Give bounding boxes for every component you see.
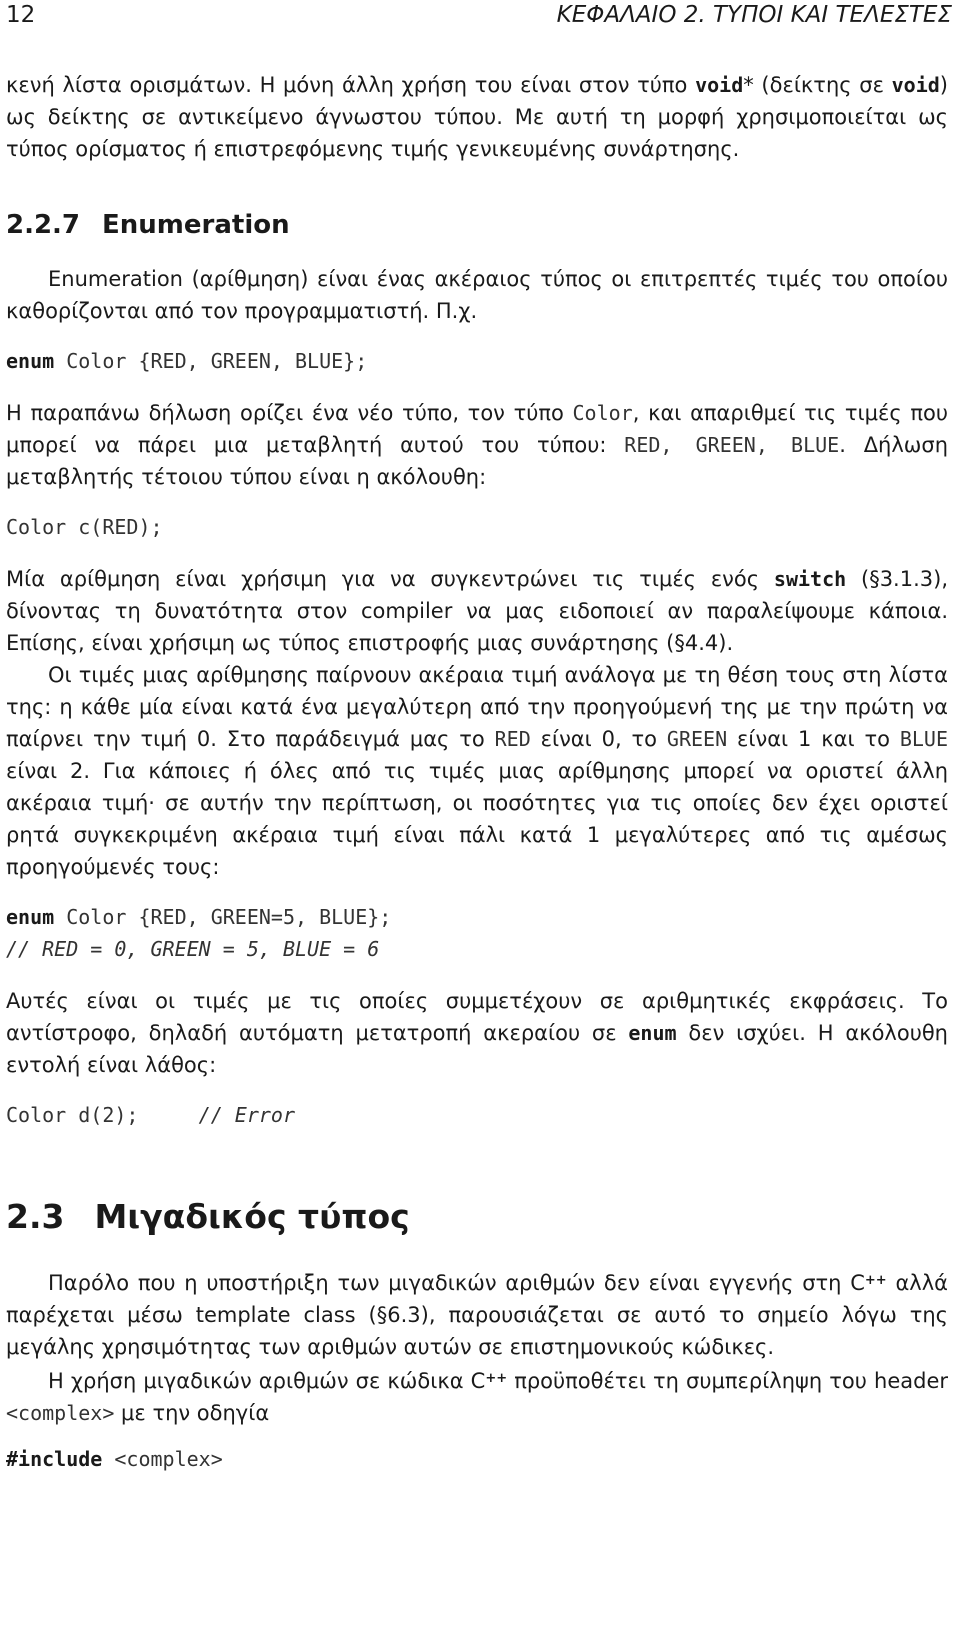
text: κενή λίστα ορισμάτων. Η μόνη άλλη χρήση του είναι στον τύπο	[6, 73, 696, 97]
cross-reference[interactable]: §6.3	[376, 1303, 421, 1327]
code-block	[6, 1099, 948, 1131]
inline-code-switch: switch	[773, 567, 847, 591]
code-void: void	[891, 73, 940, 97]
section-heading-2-3	[6, 1195, 948, 1239]
text: αλλά παρέχεται μέσω template class (	[6, 1271, 949, 1327]
text: ), παρουσιάζεται σε αυτό το σημείο λόγω της μεγάλης χρησιμότητας των αριθμών αυτών σε επιστημονικούς κώδικες.	[6, 1303, 949, 1359]
paragraph: Enumeration (αρίθμηση) είναι ένας ακέραιος τύπος οι επιτρεπτές τιμές του οποίου καθορίζονται από τον προγραμματιστή. Π.χ.	[6, 267, 948, 323]
paragraph	[6, 1265, 948, 1363]
page-body	[6, 69, 948, 1475]
text: * (δείκτης σε	[743, 73, 892, 97]
text: ), δίνοντας τη δυνατότητα στον compiler να μας ειδοποιεί αν παραλείψουμε κάποια. Επίσης, είναι χρήσιμη ως τύπος επιστροφής μιας συνάρτησης (	[6, 567, 948, 655]
cpp-plus-sign: ++	[864, 1273, 887, 1288]
cpp-plus-sign: ++	[485, 1371, 508, 1386]
code-text: Color {RED, GREEN, BLUE};	[54, 349, 368, 373]
intro-paragraph	[6, 69, 948, 165]
code-block: Color c(RED);	[6, 515, 163, 539]
text: Η χρήση μιγαδικών αριθμών σε κώδικα C	[48, 1369, 486, 1393]
code-block	[6, 345, 948, 377]
code-text: <complex>	[102, 1447, 223, 1471]
code-keyword: #include	[6, 1447, 103, 1471]
inline-code: Color	[572, 401, 633, 425]
text: ).	[718, 631, 734, 655]
code-keyword: enum	[6, 349, 55, 373]
cross-reference[interactable]: §4.4	[674, 631, 719, 655]
section-number: 2.3	[6, 1197, 65, 1236]
section-heading-2-2-7	[6, 207, 948, 243]
paragraph	[6, 397, 948, 493]
code-comment: // Error	[198, 1103, 295, 1127]
paragraph	[6, 659, 948, 883]
paragraph	[6, 985, 948, 1081]
text: . Δήλωση μεταβλητής τέτοιου τύπου είναι η ακόλουθη:	[6, 433, 949, 489]
code-block	[6, 1443, 948, 1475]
inline-code: GREEN	[666, 727, 728, 751]
inline-code-enum: enum	[628, 1021, 677, 1045]
inline-code: BLUE	[899, 727, 948, 751]
inline-code: RED	[494, 727, 531, 751]
code-void: void	[695, 73, 744, 97]
code-block	[6, 901, 948, 965]
text: Η παραπάνω δήλωση ορίζει ένα νέο τύπο, τον τύπο	[6, 401, 573, 425]
section-title: Enumeration	[102, 210, 290, 240]
text: Μία αρίθμηση είναι χρήσιμη για να συγκεντρώνει τις τιμές ενός	[6, 567, 774, 591]
text: με την οδηγία	[114, 1401, 270, 1425]
section-number: 2.2.7	[6, 210, 81, 240]
page-header	[6, 2, 952, 36]
code-text: Color d(2);	[6, 1103, 199, 1127]
text: είναι 2. Για κάποιες ή όλες από τις τιμές μιας αρίθμησης μπορεί να οριστεί άλλη ακέραια τιμή· σε αυτήν την περίπτωση, οι ποσότητες για τις οποίες δεν έχει οριστεί ρητά συγκεκριμένη ακέραια τιμή είναι πάλι κατά 1 μεγαλύτερες από τις αμέσως προηγούμενές τους:	[6, 759, 948, 879]
section-title: Μιγαδικός τύπος	[94, 1197, 410, 1236]
paragraph	[6, 563, 948, 659]
page-number: 12	[6, 2, 36, 28]
text: είναι 0, το	[530, 727, 667, 751]
text: Αυτές είναι οι τιμές με τις οποίες συμμετέχουν σε αριθμητικές εκφράσεις. Το αντίστροφο, δηλαδή αυτόματη μετατροπή ακεραίου σε	[6, 989, 948, 1045]
code-comment: // RED = 0, GREEN = 5, BLUE = 6	[6, 937, 380, 961]
text: Παρόλο που η υποστήριξη των μιγαδικών αριθμών δεν είναι εγγενής στη C	[48, 1271, 865, 1295]
text: προϋποθέτει τη συμπερίληψη του header	[507, 1369, 948, 1393]
paragraph	[6, 1363, 948, 1429]
text: ) ως δείκτης σε αντικείμενο άγνωστου τύπου. Με αυτή τη μορφή χρησιμοποιείται ως τύπος ορίσματος ή επιστρεφόμενης τιμής γενικευμένης συνάρτησης.	[6, 73, 948, 161]
chapter-title: ΚΕΦΑΛΑΙΟ 2. ΤΥΠΟΙ ΚΑΙ ΤΕΛΕΣΤΕΣ	[556, 2, 952, 28]
text: Οι τιμές μιας αρίθμησης παίρνουν ακέραια τιμή ανάλογα με τη θέση τους στη λίστα της: η κάθε μία είναι κατά ένα μεγαλύτερη από την προηγούμενή της με την πρώτη να παίρνει την τιμή 0. Στο παράδειγμά μας το	[6, 663, 948, 751]
inline-code: RED, GREEN, BLUE	[624, 433, 840, 457]
code-keyword: enum	[6, 905, 55, 929]
text: δεν ισχύει. Η ακόλουθη εντολή είναι λάθος:	[6, 1021, 948, 1077]
text: (	[846, 567, 870, 591]
inline-code: <complex>	[6, 1401, 115, 1425]
cross-reference[interactable]: §3.1.3	[869, 567, 934, 591]
text: είναι 1 και το	[727, 727, 900, 751]
code-text: Color {RED, GREEN=5, BLUE};	[54, 905, 392, 929]
text: , και απαριθμεί τις τιμές που μπορεί να πάρει μια μεταβλητή αυτού του τύπου:	[6, 401, 948, 457]
